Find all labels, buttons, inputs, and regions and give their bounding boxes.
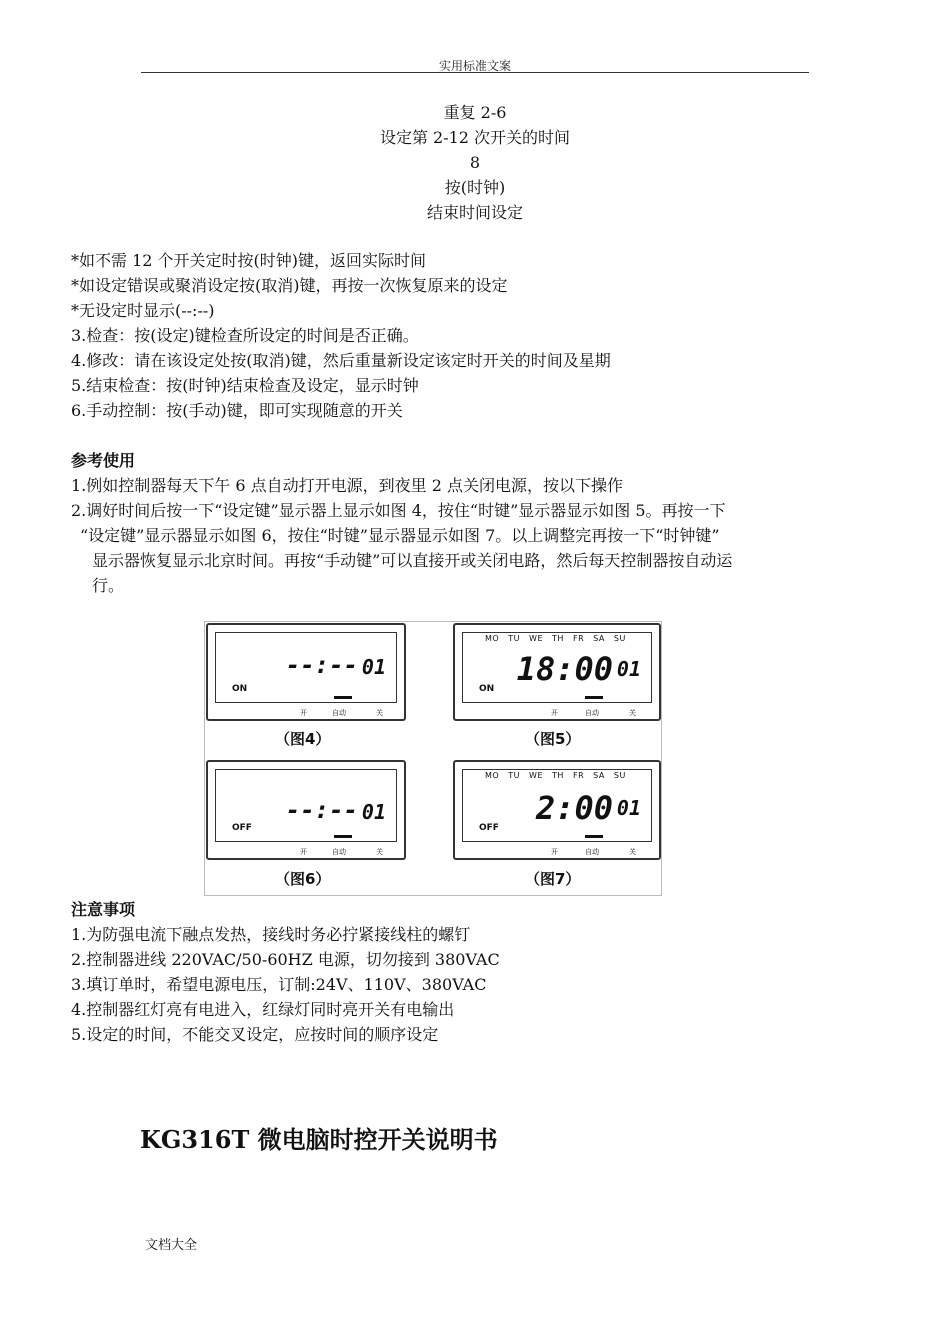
lcd-auto-label: 自动 — [332, 848, 346, 856]
lcd-screen — [215, 769, 397, 842]
figure-caption: （图6） — [275, 870, 331, 888]
figure-caption: （图7） — [525, 870, 581, 888]
step-line: 按(时钟) — [444, 178, 506, 197]
reference-heading: 参考使用 — [71, 451, 136, 470]
step-line: 重复 2-6 — [443, 103, 507, 122]
note-line: 5.结束检查：按(时钟)结束检查及设定，显示时钟 — [71, 376, 419, 395]
note-line: *如设定错误或聚消设定按(取消)键，再按一次恢复原来的设定 — [71, 276, 508, 295]
lcd-time-display: 18:00 — [516, 650, 613, 688]
note-line: 6.手动控制：按(手动)键，即可实现随意的开关 — [71, 401, 403, 420]
lcd-program-number: 01 — [361, 655, 386, 679]
step-block — [0, 100, 950, 225]
caution-heading: 注意事项 — [71, 900, 136, 919]
reference-line: 1.例如控制器每天下午 6 点自动打开电源，到夜里 2 点关闭电源，按以下操作 — [71, 476, 623, 495]
lcd-auto-label: 自动 — [585, 848, 599, 856]
lcd-auto-indicator — [334, 835, 352, 838]
lcd-close-label: 关 — [376, 709, 383, 717]
lcd-auto-indicator — [334, 696, 352, 699]
caution-line: 4.控制器红灯亮有电进入，红绿灯同时亮开关有电输出 — [71, 1000, 455, 1019]
lcd-close-label: 关 — [629, 848, 636, 856]
lcd-state-label: ON — [232, 684, 248, 694]
figure-caption: （图4） — [275, 730, 331, 748]
lcd-program-number: 01 — [616, 796, 641, 820]
lcd-close-label: 关 — [629, 709, 636, 717]
lcd-close-label: 关 — [376, 848, 383, 856]
lcd-state-label: ON — [479, 684, 495, 694]
page-header: 实用标准文案 — [438, 59, 511, 73]
lcd-open-label: 开 — [300, 848, 307, 856]
lcd-time-display: --:-- — [285, 796, 358, 824]
lcd-panel-6 — [206, 760, 406, 860]
lcd-program-number: 01 — [361, 800, 386, 824]
lcd-auto-label: 自动 — [332, 709, 346, 717]
caution-line: 5.设定的时间，不能交叉设定，应按时间的顺序设定 — [71, 1025, 439, 1044]
lcd-time-display: --:-- — [285, 651, 358, 679]
lcd-program-number: 01 — [616, 657, 641, 681]
caution-line: 1.为防强电流下融点发热，接线时务必拧紧接线柱的螺钉 — [71, 925, 471, 944]
figure-caption: （图5） — [525, 730, 581, 748]
note-line: 4.修改：请在该设定处按(取消)键，然后重量新设定该定时开关的时间及星期 — [71, 351, 611, 370]
lcd-open-label: 开 — [551, 709, 558, 717]
reference-line: 2.调好时间后按一下“设定键”显示器上显示如图 4，按住“时键”显示器显示如图 5。再按一下 — [71, 501, 726, 520]
lcd-panel-7 — [453, 760, 661, 860]
lcd-figure — [204, 621, 662, 896]
reference-line: 行。 — [92, 576, 125, 595]
caution-line: 3.填订单时，希望电源电压，订制:24V、110V、380VAC — [71, 975, 487, 994]
reference-line: “设定键”显示器显示如图 6，按住“时键”显示器显示如图 7。以上调整完再按一下“时钟键” — [80, 526, 720, 545]
lcd-auto-indicator — [585, 835, 603, 838]
note-line: *如不需 12 个开关定时按(时钟)键，返回实际时间 — [71, 251, 427, 270]
lcd-panel-4 — [206, 623, 406, 721]
page-footer: 文档大全 — [145, 1238, 198, 1253]
lcd-state-label: OFF — [232, 823, 252, 833]
lcd-screen — [462, 769, 652, 842]
lcd-auto-label: 自动 — [585, 709, 599, 717]
lcd-screen — [462, 632, 652, 703]
header-rule — [141, 72, 809, 73]
lcd-panel-5 — [453, 623, 661, 721]
lcd-auto-indicator — [585, 696, 603, 699]
reference-line: 显示器恢复显示北京时间。再按“手动键”可以直接开或关闭电路，然后每天控制器按自动运 — [92, 551, 733, 570]
note-line: 3.检查：按(设定)键检查所设定的时间是否正确。 — [71, 326, 419, 345]
step-line: 设定第 2-12 次开关的时间 — [379, 128, 571, 147]
step-line: 结束时间设定 — [426, 203, 523, 222]
note-line: *无设定时显示(--:--) — [71, 301, 215, 320]
lcd-screen — [215, 632, 397, 703]
lcd-open-label: 开 — [551, 848, 558, 856]
lcd-weekday-row: MO TU WE TH FR SA SU — [485, 634, 626, 643]
step-line: 8 — [469, 153, 481, 172]
caution-line: 2.控制器进线 220VAC/50-60HZ 电源，切勿接到 380VAC — [71, 950, 500, 969]
lcd-open-label: 开 — [300, 709, 307, 717]
document-title: KG316T 微电脑时控开关说明书 — [140, 1125, 498, 1154]
lcd-time-display: 2:00 — [535, 789, 613, 827]
lcd-weekday-row: MO TU WE TH FR SA SU — [485, 771, 626, 780]
lcd-state-label: OFF — [479, 823, 499, 833]
